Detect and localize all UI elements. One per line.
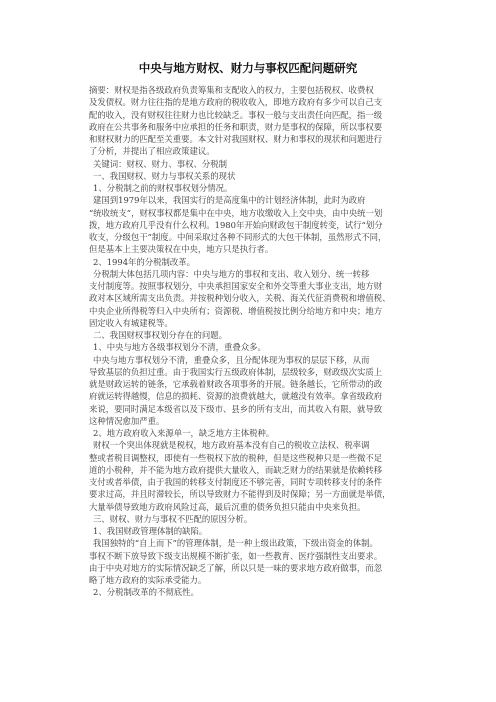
body-paragraph: 中央与地方事权划分不清，重叠众多，且分配体现为事权的层层下移，从而 导致基层的负担过重。由于我国实行五级政府体制，层级较多，财政级次实质上 就是财政运转的链条，它承载着财政各项事务的开展。链条越长，它所带动的政 府就运转得越慢，信息的损耗、资源的浪费就越大，就越没有效率。拿省级政府 来说，要同时满足本级省以及下级市、县乡的所有支出，而其收入有限，就导致 这种情况愈加严重。 bbox=[89, 354, 383, 426]
abstract-paragraph: 摘要：财权是指各级政府负责筹集和支配收入的权力，主要包括税权、收费权 及发债权。财力往往指的是地方政府的税收收入，即地方政府有多少可以自己支 配的收入，没有财权往往财力也比较缺乏。事权一般与支出责任向匹配，指一级 政府在公共事务和服务中应承担的任务和职责，财力是事权的保障，所以事权要 和财权财力的匹配至关重要。本文针对我国财权、财力和事权的现状和问题进行 了分析，并提出了相应政策建议。 bbox=[89, 85, 383, 157]
section-heading-3: 三、财权、财力与事权不匹配的原因分析。 bbox=[93, 513, 253, 524]
subsection-heading-2-2: 2、地方政府收入来源单一，缺乏地方主体税种。 bbox=[93, 428, 275, 438]
subsection-heading-1-1: 1、分税制之前的财权事权划分情况。 bbox=[93, 183, 233, 193]
document-title: 中央与地方财权、财力与事权匹配问题研究 bbox=[138, 61, 358, 75]
body-paragraph: 我国独特的“自上而下”的管理体制，是一种上级出政策，下级出资金的体制。 事权不断下放导致下级支出规模不断扩张，如一些教育、医疗强制性支出要求。 由于中央对地方的实际情况缺乏了解，所以只是一味的要求地方政府做事，而忽 略了地方政府的实际承受能力。 bbox=[89, 538, 383, 585]
subsection-heading-3-1: 1、我国财政管理体制的缺陷。 bbox=[93, 526, 208, 536]
subsection-heading-2-1: 1、中央与地方各级事权划分不清，重叠众多。 bbox=[93, 342, 266, 353]
keywords-line: 关键词：财权、财力、事权、分税制 bbox=[93, 158, 227, 169]
body-paragraph: 财权一个突出体现就是税权，地方政府基本没有自己的税收立法权、税率调 整或者税目调整权，即使有一些税权下放的税种，但是这些税种只是一些微不足 道的小税种，并不能为地方政府提供大量收入，而缺乏财力的结果就是依赖转移 支付或者举债，由于我国的转移支付制度还不够完善，同时专项转移支付的条件 要求过高，并且时滞较长，所以导致财力不能得到及时保障；另一方面就是举债， 大量举债导致地方政府风险过高，最后沉重的债务负担只能由中央来负担。 bbox=[89, 440, 391, 512]
subsection-heading-3-2: 2、分税制改革的不彻底性。 bbox=[93, 587, 199, 598]
body-paragraph: 分税制大体包括几项内容：中央与地方的事权和支出、收入划分、统一转移 支付制度等。按照事权划分，中央承担国家安全和外交等重大事业支出，地方财 政对本区域所需支出负责。并按税种划分收入，关税、海关代征消费税和增值税、 中央企业所得税等归入中央所有；资源税、增值税按比例分给地方和中央；地方 固定收入有城建税等。 bbox=[89, 268, 391, 328]
section-heading-1: 一、我国财权、财力与事权关系的现状 bbox=[93, 170, 236, 181]
section-heading-2: 二、我国财权事权划分存在的问题。 bbox=[93, 330, 227, 340]
subsection-heading-1-2: 2、1994年的分税制改革。 bbox=[93, 256, 196, 267]
body-paragraph: 建国到1979年以来，我国实行的是高度集中的计划经济体制，此时为政府 “统收统支”，财权事权都是集中在中央，地方收缴收入上交中央，由中央统一划 拨，地方政府几乎没有什么权利。1980年开始向财政包干制度转变，试行“划分 收支，分级包干”制度。中间采取过各种不同形式的大包干体制，虽然形式不同， 但是基本上主要决策权在中央，地方只是执行者。 bbox=[89, 195, 387, 255]
document-body bbox=[89, 84, 414, 599]
